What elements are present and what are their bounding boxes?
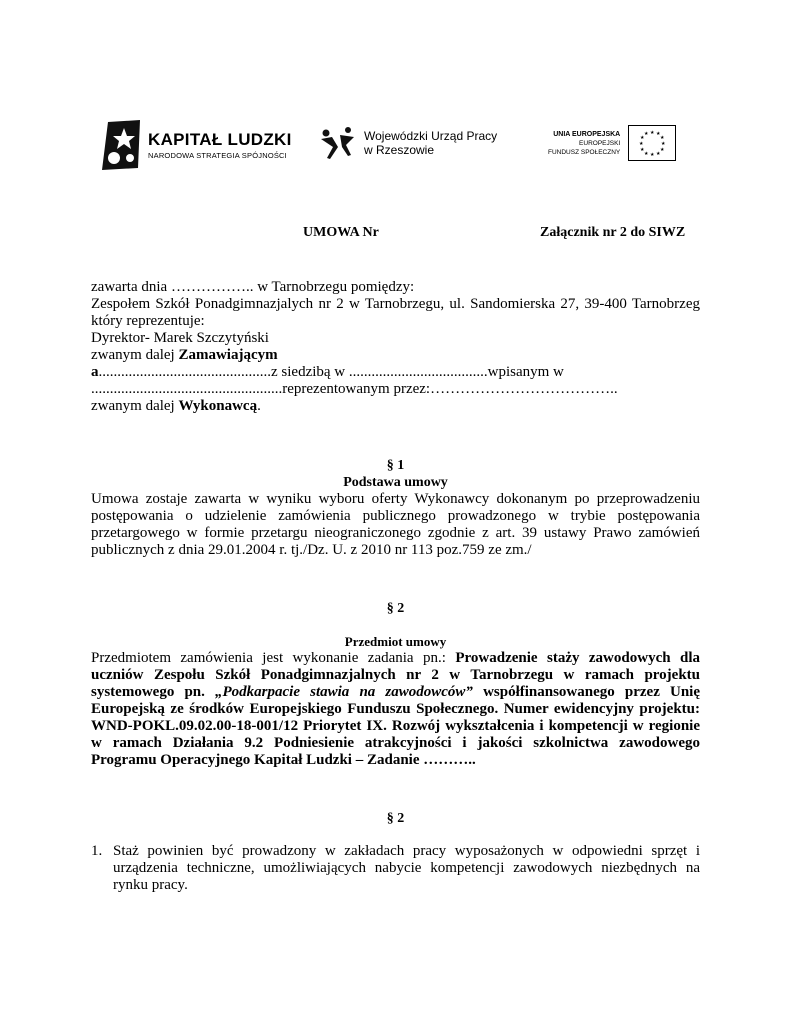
svg-text:★: ★: [644, 131, 649, 137]
svg-text:★: ★: [640, 135, 645, 141]
list-item: [91, 843, 700, 894]
section-1-title: Podstawa umowy: [343, 475, 448, 490]
intro-director-line: Dyrektor- Marek Szczytyński: [91, 330, 269, 346]
intro-date-line: zawarta dnia …………….. w Tarnobrzegu pomiędzy:: [91, 279, 415, 295]
kapital-subtitle: NARODOWA STRATEGIA SPÓJNOŚCI: [148, 151, 287, 160]
wup-line1: Wojewódzki Urząd Pracy: [364, 129, 498, 143]
svg-text:★: ★: [660, 147, 665, 153]
kapital-ludzki-logo: [100, 120, 292, 170]
intro-zamawiajacy-line: zwanym dalej Zamawiającym: [91, 347, 278, 363]
intro-contractor-line: a..............................................z siedzibą w .....................................wpisanym w: [91, 364, 564, 380]
eu-logo: [548, 125, 676, 161]
svg-text:★: ★: [656, 151, 661, 157]
contract-intro: [91, 279, 700, 415]
wup-figures-icon: [318, 125, 358, 161]
wup-line2: w Rzeszowie: [364, 143, 435, 157]
section-1-number: § 1: [386, 458, 405, 473]
svg-text:★: ★: [639, 141, 644, 147]
intro-party-line: Zespołem Szkół Ponadgimnazjalych nr 2 w Tarnobrzegu, ul. Sandomierska 27, 39-400 Tarnobrzeg który reprezentuje:: [91, 296, 700, 329]
eu-line3: FUNDUSZ SPOŁECZNY: [548, 148, 621, 156]
section-1-text: Umowa zostaje zawarta w wyniku wyboru oferty Wykonawcy dokonanym po przeprowadzeniu postępowania o udzielenie zamówienia publicznego prowadzonego w trybie postępowania przetargowego w formie przetargu nieograniczonego zgodnie z art. 39 ustawy Prawo zamówień publicznych z dnia 29.01.2004 r. tj./Dz. U. z 2010 nr 113 poz.759 ze zm./: [91, 491, 700, 558]
section-2: [91, 600, 700, 769]
umowa-number: UMOWA Nr: [303, 225, 379, 240]
svg-text:★: ★: [661, 141, 666, 147]
section-2-text: Przedmiotem zamówienia jest wykonanie zadania pn.: Prowadzenie staży zawodowych dla uczniów Zespołu Szkół Ponadgimnazjalnych nr 2 w Tarnobrzegu w ramach projektu systemowego pn. „Podkarpacie stawia na zawodowców” współfinansowanego przez Unię Europejską ze środków Europejskiego Funduszu Społecznego. Numer ewidencyjny projektu: WND-POKL.09.02.00-18-001/12 Priorytet IX. Rozwój wykształcenia i kompetencji w regionie w ramach Działania 9.2 Podniesienie atrakcyjności i jakości szkolnictwa zawodowego Programu Operacyjnego Kapitał Ludzki – Zadanie ………..: [91, 650, 701, 768]
section-3-number: § 2: [386, 811, 405, 826]
svg-text:★: ★: [656, 131, 661, 137]
svg-text:★: ★: [650, 130, 655, 136]
intro-wykonawca-line: zwanym dalej Wykonawcą.: [91, 398, 261, 414]
wykonawca-term: Wykonawcą: [178, 398, 258, 414]
eu-line2: EUROPEJSKI: [579, 139, 621, 147]
list-item-text: Staż powinien być prowadzony w zakładach pracy wyposażonych w odpowiedni sprzęt i urządzenia techniczne, umożliwiających nabycie kompetencji zawodowych niezbędnych na rynku pracy.: [113, 843, 700, 893]
section-1: [91, 457, 700, 559]
svg-text:★: ★: [640, 147, 645, 153]
svg-text:★: ★: [644, 151, 649, 157]
logo-bar: [0, 115, 791, 175]
svg-text:★: ★: [650, 152, 655, 158]
eu-flag-icon: [628, 125, 676, 161]
svg-text:★: ★: [660, 135, 665, 141]
section-3: [91, 810, 700, 894]
wup-logo: [318, 125, 497, 161]
project-name: „Podkarpacie stawia na zawodowców”: [215, 684, 473, 700]
intro-representative-line: ...................................................reprezentowanym przez:………………………………..: [91, 381, 618, 397]
zamawiajacy-term: Zamawiającym: [178, 347, 278, 363]
kapital-ludzki-emblem-icon: [100, 120, 142, 170]
attachment-label: Załącznik nr 2 do SIWZ: [540, 225, 686, 240]
kapital-title: KAPITAŁ LUDZKI: [148, 130, 292, 149]
eu-line1: UNIA EUROPEJSKA: [553, 130, 621, 138]
list-item-number: 1.: [91, 843, 103, 859]
section-2-title: Przedmiot umowy: [344, 634, 447, 649]
section-2-number: § 2: [386, 601, 405, 616]
